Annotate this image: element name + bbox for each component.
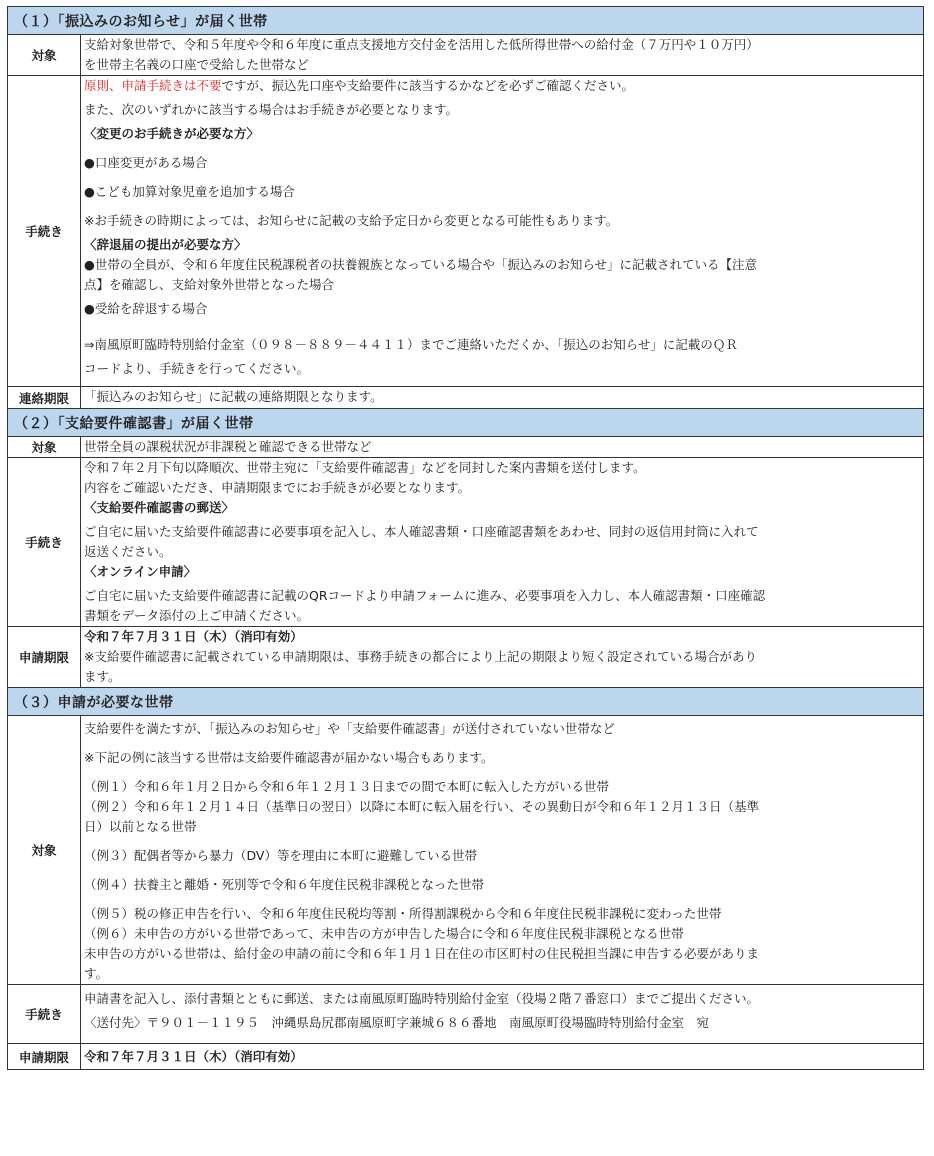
section-2-deadline-note: ※支給要件確認書に記載されている申請期限は、事務手続きの都合により上記の期限より短く設定されている場合があり <box>84 649 757 664</box>
decline-item: ●受給を辞退する場合 <box>84 301 208 316</box>
section-1-procedure-label: 手続き <box>8 76 81 387</box>
section-2-deadline-date: 令和７年７月３１日（木）（消印有効） <box>84 629 303 644</box>
online-text: 書類をデータ添付の上ご申請ください。 <box>84 608 310 623</box>
section-1-target-row <box>8 35 924 76</box>
section-2-deadline-row <box>8 627 924 688</box>
example-item: （例１）令和６年１月２日から令和６年１２月１３日までの間で本町に転入した方がいる世帯 <box>84 779 610 794</box>
section-1-target-content <box>81 35 924 76</box>
section-3-target-content <box>81 716 924 985</box>
section-3-title: （３）申請が必要な世帯 <box>8 688 924 716</box>
section-2-deadline-content <box>81 627 924 688</box>
section-1-deadline-label: 連絡期限 <box>8 387 81 409</box>
decline-item: 点】を確認し、支給対象外世帯となった場合 <box>84 277 335 292</box>
section-3-procedure-label: 手続き <box>8 985 81 1044</box>
section-3-proc-line: 申請書を記入し、添付書類とともに郵送、または南風原町臨時特別給付金室（役場２階７番窓口）までご提出ください。 <box>84 991 760 1006</box>
example-item: （例６）未申告の方がいる世帯であって、未申告の方が申告した場合に令和６年度住民税非課税となる世帯 <box>84 926 684 941</box>
online-heading: 〈オンライン申請〉 <box>84 564 197 579</box>
section-2-target-row <box>8 437 924 458</box>
contact-info: コードより、手続きを行ってください。 <box>84 361 310 376</box>
section-1-proc-line2: また、次のいずれかに該当する場合はお手続きが必要となります。 <box>84 102 459 117</box>
section-3-mailing-address: 〈送付先〉〒９０１－１１９５ 沖縄県島尻郡南風原町字兼城６８６番地 南風原町役場臨時特別給付金室 宛 <box>84 1015 710 1030</box>
change-note: ※お手続きの時期によっては、お知らせに記載の支給予定日から変更となる可能性もあります。 <box>84 213 619 228</box>
section-1-target-line: 支給対象世帯で、令和５年度や令和６年度に重点支援地方交付金を活用した低所得世帯への給付金（７万円や１０万円） <box>84 37 759 52</box>
section-2-deadline-label: 申請期限 <box>8 627 81 688</box>
section-3-procedure-row <box>8 985 924 1044</box>
example-item: （例３）配偶者等から暴力（DV）等を理由に本町に避難している世帯 <box>84 848 477 863</box>
section-2-target-label: 対象 <box>8 437 81 458</box>
section-3-deadline-row <box>8 1044 924 1070</box>
section-3-target-line: 支給要件を満たすが、「振込みのお知らせ」や「支給要件確認書」が送付されていない世帯など <box>84 721 615 736</box>
contact-info: ⇒南風原町臨時特別給付金室（０９８－８８９－４４１１）までご連絡いただくか、「振込のお知らせ」に記載のＱＲ <box>84 337 738 352</box>
section-2-procedure-content <box>81 458 924 627</box>
decline-heading: 〈辞退届の提出が必要な方〉 <box>84 237 247 252</box>
section-2-title: （２）「支給要件確認書」が届く世帯 <box>8 409 924 437</box>
section-3-closing: す。 <box>84 966 109 981</box>
example-item: 日）以前となる世帯 <box>84 819 197 834</box>
section-2-deadline-note: ます。 <box>84 669 121 684</box>
example-item: （例２）令和６年１２月１４日（基準日の翌日）以降に本町に転入届を行い、その異動日が令和６年１２月１３日（基準 <box>84 799 760 814</box>
section-2-proc-line: 内容をご確認いただき、申請期限までにお手続きが必要となります。 <box>84 480 471 495</box>
section-1-deadline-row <box>8 387 924 409</box>
example-item: （例５）税の修正申告を行い、令和６年度住民税均等割・所得割課税から令和６年度住民税非課税に変わった世帯 <box>84 906 722 921</box>
section-2-procedure-row <box>8 458 924 627</box>
section-3-procedure-content <box>81 985 924 1044</box>
no-procedure-notice: 原則、申請手続きは不要 <box>84 78 222 93</box>
example-item: （例４）扶養主と離婚・死別等で令和６年度住民税非課税となった世帯 <box>84 877 485 892</box>
section-1-procedure-content <box>81 76 924 387</box>
section-1-proc-line1 <box>84 76 920 96</box>
mail-text: 返送ください。 <box>84 544 172 559</box>
section-3-deadline-content <box>81 1044 924 1070</box>
section-1-title: （１）「振込みのお知らせ」が届く世帯 <box>8 7 924 35</box>
decline-item: ●世帯の全員が、令和６年度住民税課税者の扶養親族となっている場合や「振込みのお知らせ」に記載されている【注意 <box>84 257 758 272</box>
section-3-closing: 未申告の方がいる世帯は、給付金の申請の前に令和６年１月１日在住の市区町村の住民税担当課に申告する必要がありま <box>84 946 760 961</box>
section-2-target-text: 世帯全員の課税状況が非課税と確認できる世帯など <box>84 439 372 454</box>
section-2-proc-line: 令和７年２月下旬以降順次、世帯主宛に「支給要件確認書」などを同封した案内書類を送付します。 <box>84 460 646 475</box>
section-3-target-row <box>8 716 924 985</box>
section-2-header-row <box>8 409 924 437</box>
section-1-header-row <box>8 7 924 35</box>
section-1-procedure-row <box>8 76 924 387</box>
mail-heading: 〈支給要件確認書の郵送〉 <box>84 500 235 515</box>
section-3-target-label: 対象 <box>8 716 81 985</box>
change-item: ●口座変更がある場合 <box>84 155 208 170</box>
section-1-proc-line1-rest: ですが、振込先口座や支給要件に該当するかなどを必ずご確認ください。 <box>221 78 635 93</box>
change-item: ●こども加算対象児童を追加する場合 <box>84 184 295 199</box>
online-text: ご自宅に届いた支給要件確認書に記載のQRコードより申請フォームに進み、必要事項を入力し、本人確認書類・口座確認 <box>84 588 766 603</box>
section-1-deadline-text: 「振込みのお知らせ」に記載の連絡期限となります。 <box>84 389 383 404</box>
section-2-target-content <box>81 437 924 458</box>
info-table <box>7 6 924 1070</box>
section-3-deadline-label: 申請期限 <box>8 1044 81 1070</box>
change-heading: 〈変更のお手続きが必要な方〉 <box>84 126 260 141</box>
section-2-procedure-label: 手続き <box>8 458 81 627</box>
section-3-target-note: ※下記の例に該当する世帯は支給要件確認書が届かない場合もあります。 <box>84 750 494 765</box>
section-3-header-row <box>8 688 924 716</box>
section-1-deadline-content <box>81 387 924 409</box>
section-1-target-label: 対象 <box>8 35 81 76</box>
mail-text: ご自宅に届いた支給要件確認書に必要事項を記入し、本人確認書類・口座確認書類をあわせ、同封の返信用封筒に入れて <box>84 524 759 539</box>
section-3-deadline-date: 令和７年７月３１日（木）（消印有効） <box>84 1048 303 1064</box>
section-1-target-line: を世帯主名義の口座で受給した世帯など <box>84 57 310 72</box>
